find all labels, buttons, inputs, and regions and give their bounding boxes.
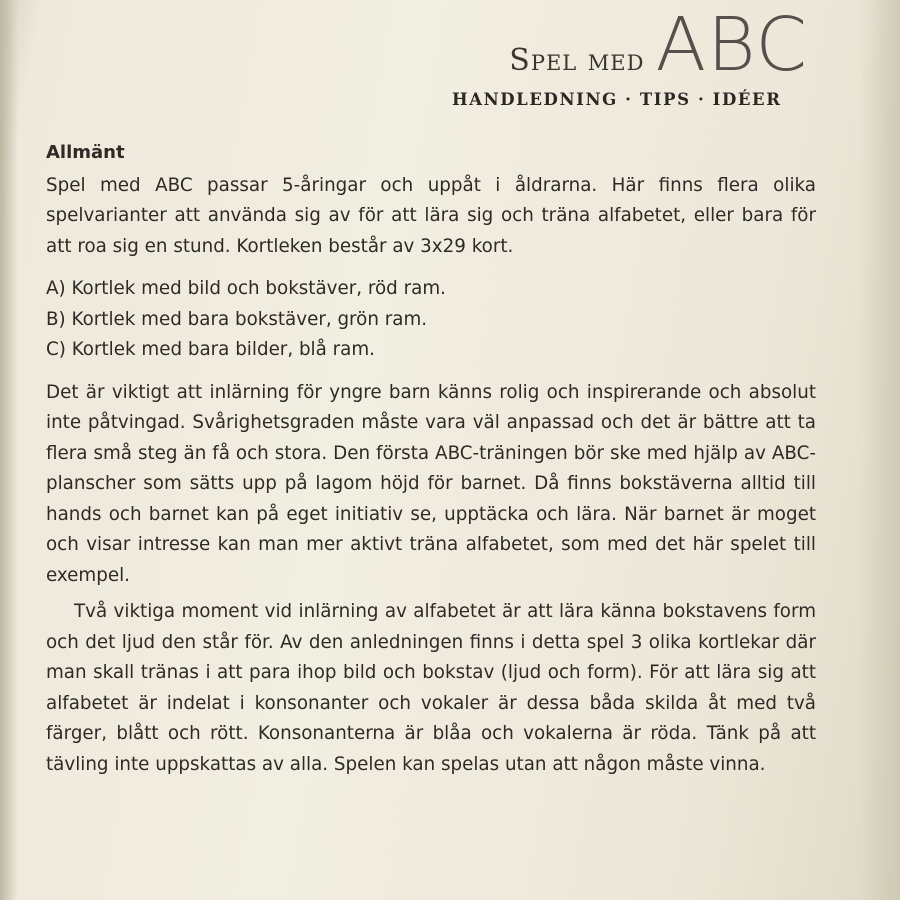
list-marker: B) (46, 308, 66, 330)
list-item (46, 335, 816, 366)
list-text: Kortlek med bara bokstäver, grön ram. (71, 308, 428, 330)
intro-paragraph: Spel med ABC passar 5-åringar och uppåt i åldrarna. Här finns flera olika spelvarianter att använda sig av för att lära sig och träna alfabetet, eller bara för att roa sig en stund. Kortleken består av 3x29 kort. (46, 174, 816, 257)
paragraph-1: Det är viktigt att inlärning för yngre barn känns rolig och inspirerande och absolut inte påtvingad. Svårighetsgraden måste vara väl anpassad och det är bättre att ta flera små steg än få och stora. Den första ABC-träningen bör ske med hjälp av ABC-planscher som sätts upp på lagom höjd för barnet. Då finns bokstäverna alltid till hands och barnet kan på eget initiativ se, upptäcka och lära. När barnet är moget och visar intresse kan man mer aktivt träna alfabetet, som med det här spelet till exempel. (46, 381, 816, 586)
title (509, 2, 808, 88)
subtitle: HANDLEDNING · TIPS · IDÉER (452, 90, 782, 109)
title-prefix: Spel med (509, 43, 645, 78)
list-item (46, 274, 816, 305)
list-item (46, 305, 816, 336)
list-text: Kortlek med bara bilder, blå ram. (71, 339, 375, 360)
page-shadow-right (860, 0, 900, 900)
document-header (509, 2, 808, 88)
title-abc: ABC (655, 2, 808, 88)
deck-list (46, 274, 816, 366)
document-body (46, 138, 816, 780)
page-shadow-left (0, 0, 18, 900)
list-marker: C) (46, 339, 66, 360)
paragraph-2: Två viktiga moment vid inlärning av alfabetet är att lära känna bokstavens form och det ljud den står för. Av den anledningen finns i detta spel 3 olika kortlekar där man skall tränas i att para ihop bild och bokstav (ljud och form). För att lära sig att alfabetet är indelat i konsonanter och vokaler är dessa båda skilda åt med två färger, blått och rött. Konsonanterna är blåa och vokalerna är röda. Tänk på att tävling inte uppskattas av alla. Spelen kan spelas utan att någon måste vinna. (46, 601, 816, 775)
list-marker: A) (46, 278, 66, 299)
list-text: Kortlek med bild och bokstäver, röd ram. (71, 278, 446, 299)
section-heading: Allmänt (46, 142, 125, 163)
